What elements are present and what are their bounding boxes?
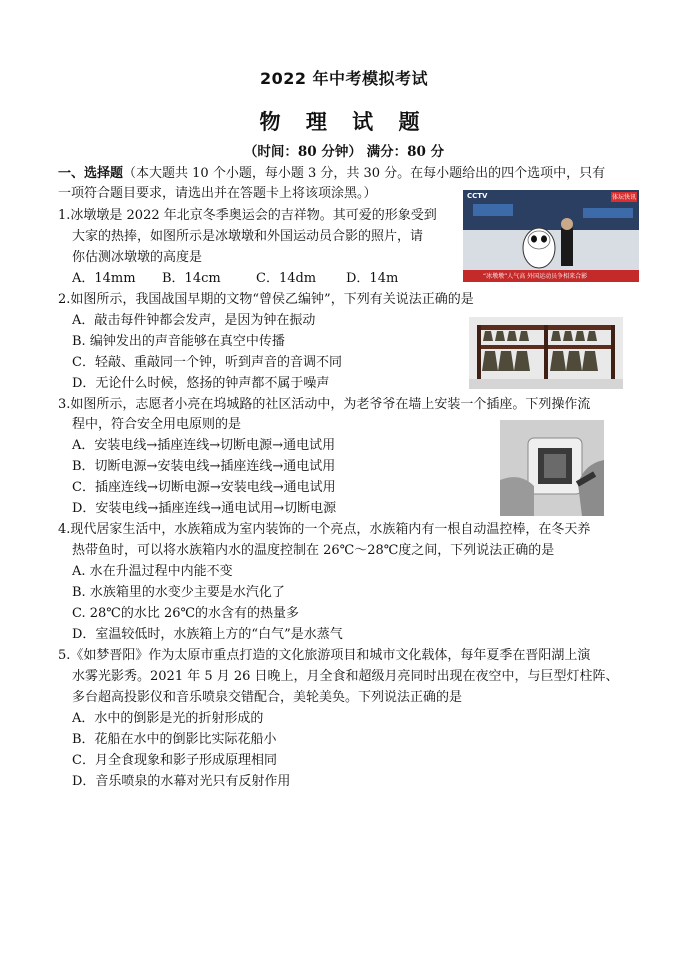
q3-line-1: 3.如图所示，志愿者小亮在坞城路的社区活动中，为老爷爷在墙上安装一个插座。下列操作流	[58, 397, 591, 412]
q3-option-c: C．插座连线→切断电源→安装电线→通电试用	[72, 480, 336, 495]
q2-line-1: 2.如图所示，我国战国早期的文物“曾侯乙编钟”，下列有关说法正确的是	[58, 292, 474, 307]
q5-option-b: B．花船在水中的倒影比实际花船小	[72, 732, 277, 747]
q1-option-d: D．14m	[346, 271, 399, 286]
q5-line-3: 多台超高投影仪和音乐喷泉交错配合，美轮美奂。下列说法正确的是	[72, 690, 463, 705]
q4-option-d: D．室温较低时，水族箱上方的“白气”是水蒸气	[72, 627, 343, 642]
tv-banner: “冰墩墩”人气高 外国运动员争相来合影	[483, 273, 588, 280]
section-intro-2: 一项符合题目要求，请选出并在答题卡上将该项涂黑。）	[58, 186, 377, 201]
q1-line-1: 1.冰墩墩是 2022 年北京冬季奥运会的吉祥物。其可爱的形象受到	[58, 208, 437, 223]
q2-option-c: C．轻敲、重敲同一个钟，听到声音的音调不同	[72, 355, 342, 370]
subject-title: 物 理 试 题	[259, 109, 429, 134]
chime-bells-photo	[469, 317, 623, 389]
section-heading-line	[58, 165, 605, 183]
q5-option-d: D．音乐喷泉的水幕对光只有反射作用	[72, 774, 291, 789]
time-info: （时间：80 分钟） 满分：80 分	[243, 144, 445, 160]
q1-option-a: A．14mm	[72, 271, 136, 286]
q1-line-2: 大家的热捧，如图所示是冰墩墩和外国运动员合影的照片，请	[72, 229, 424, 244]
q1-option-b: B．14cm	[162, 271, 221, 286]
section-intro-1: （本大题共 10 个小题，每小题 3 分，共 30 分。在每小题给出的四个选项中，只有	[123, 166, 606, 181]
q5-option-c: C．月全食现象和影子形成原理相同	[72, 753, 277, 768]
q3-option-a: A．安装电线→插座连线→切断电源→通电试用	[72, 438, 336, 453]
q3-line-2: 程中，符合安全用电原则的是	[72, 417, 242, 432]
q1-option-c: C．14dm	[256, 271, 317, 286]
q4-line-1: 4.现代居家生活中，水族箱成为室内装饰的一个亮点，水族箱内有一根自动温控棒，在冬天养	[58, 522, 591, 537]
mascot-photo	[463, 190, 639, 282]
q3-option-b: B．切断电源→安装电线→插座连线→通电试用	[72, 459, 336, 474]
socket-install-photo	[500, 420, 604, 516]
exam-title: 2022 年中考模拟考试	[259, 69, 429, 88]
q4-line-2: 热带鱼时，可以将水族箱内水的温度控制在 26℃～28℃度之间，下列说法正确的是	[72, 543, 555, 558]
q4-option-c: C. 28℃的水比 26℃的水含有的热量多	[72, 606, 300, 621]
q3-option-d: D．安装电线→插座连线→通电试用→切断电源	[72, 501, 337, 516]
tv-tag: 体坛快讯	[611, 194, 636, 201]
q5-line-2: 水雾光影秀。2021 年 5 月 26 日晚上，月全食和超级月亮同时出现在夜空中，与巨型灯柱阵、	[72, 669, 619, 684]
q4-option-a: A. 水在升温过程中内能不变	[72, 564, 233, 579]
q5-line-1: 5.《如梦晋阳》作为太原市重点打造的文化旅游项目和城市文化载体，每年夏季在晋阳湖上演	[58, 648, 591, 663]
q1-options	[72, 270, 398, 288]
q1-line-3: 你估测冰墩墩的高度是	[72, 250, 203, 265]
q2-option-b: B. 编钟发出的声音能够在真空中传播	[72, 334, 285, 349]
q2-option-d: D．无论什么时候，悠扬的钟声都不属于噪声	[72, 376, 330, 391]
q5-option-a: A．水中的倒影是光的折射形成的	[72, 711, 264, 726]
q2-option-a: A．敲击每件钟都会发声，是因为钟在振动	[72, 313, 316, 328]
tv-logo: CCTV	[467, 192, 488, 200]
q4-option-b: B. 水族箱里的水变少主要是水汽化了	[72, 585, 285, 600]
section-heading: 一、选择题	[58, 166, 124, 181]
